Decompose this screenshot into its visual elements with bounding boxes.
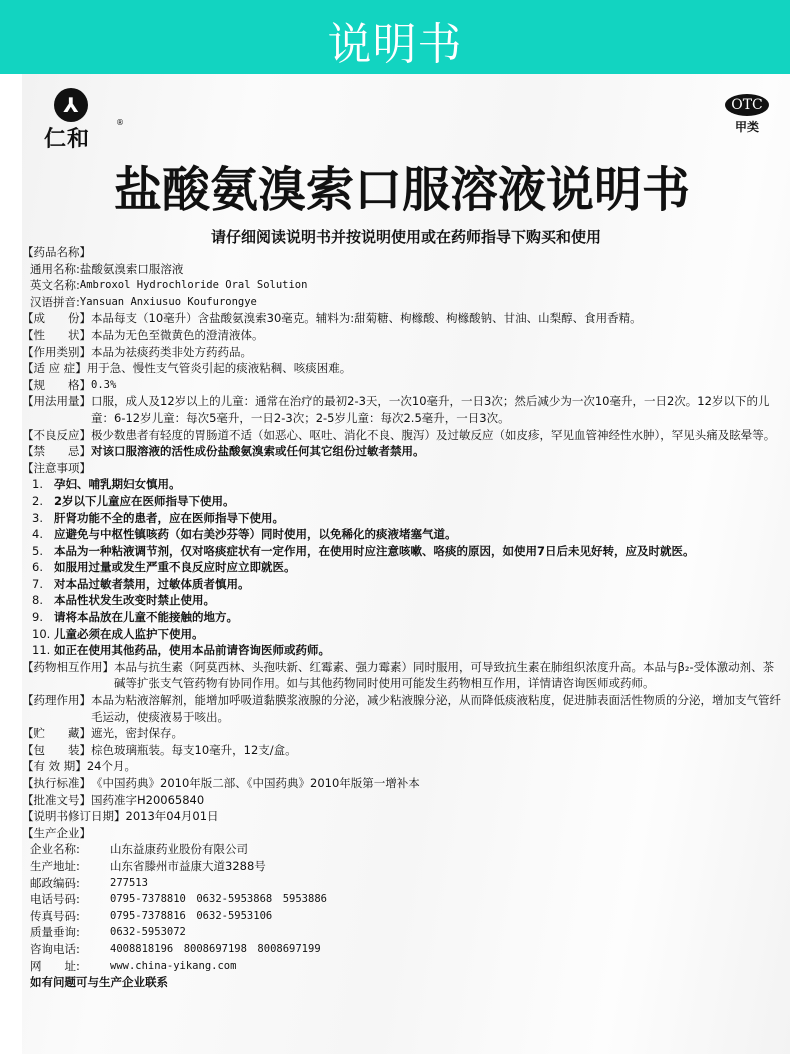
section-drug-name: [22, 244, 782, 261]
precaution-item: [22, 592, 782, 609]
instruction-leaflet: [22, 74, 790, 1054]
section-label: 【用法用量】: [22, 394, 91, 409]
section-label: 【性 状】: [22, 327, 91, 342]
section-package: [22, 742, 782, 759]
generic-name-row: [22, 261, 782, 278]
precaution-item: [22, 543, 782, 560]
manufacturer-field: [22, 908, 782, 925]
pinyin-row: [22, 294, 782, 311]
section-value: 遮光，密封保存。: [91, 726, 183, 741]
section-appearance: [22, 327, 782, 344]
precaution-item: [22, 559, 782, 576]
renhe-logo-icon: ⅄: [54, 88, 88, 122]
precaution-item: [22, 476, 782, 493]
item-number: 4.: [32, 527, 43, 542]
website-link[interactable]: www.china-yikang.com: [110, 959, 237, 972]
otc-marker: [722, 94, 772, 135]
item-text: 孕妇、哺乳期妇女慎用。: [54, 477, 181, 492]
section-standard: [22, 775, 782, 792]
section-label: 【作用类别】: [22, 344, 91, 359]
manufacturer-field: [22, 958, 782, 975]
field-label: 邮政编码:: [30, 875, 80, 890]
item-text: 儿童必须在成人监护下使用。: [54, 626, 204, 641]
quality-inquiry: 0632-5953072: [110, 926, 186, 939]
item-number: 11.: [32, 643, 51, 658]
precaution-item: [22, 493, 782, 510]
precaution-item: [22, 526, 782, 543]
field-label: 英文名称:: [30, 278, 80, 293]
precaution-item: [22, 609, 782, 626]
item-number: 6.: [32, 560, 43, 575]
brand-name: 仁和: [44, 126, 91, 152]
section-label: 【包 装】: [22, 742, 91, 757]
section-dosage: [22, 393, 782, 426]
item-text: 本品性状发生改变时禁止使用。: [54, 593, 215, 608]
phone-numbers: 0795-7378810 0632-5953868 5953886: [110, 893, 327, 906]
section-validity: [22, 758, 782, 775]
section-label: 【药物相互作用】: [22, 659, 114, 674]
section-value: 0.3%: [91, 378, 117, 391]
section-label: 【生产企业】: [22, 825, 91, 840]
section-label: 【禁 忌】: [22, 444, 91, 459]
precaution-item: [22, 642, 782, 659]
section-value: 用于急、慢性支气管炎引起的痰液粘稠、咳痰困难。: [86, 361, 352, 376]
precaution-item: [22, 576, 782, 593]
postal-code: 277513: [110, 876, 148, 889]
header-banner: [0, 0, 790, 74]
english-name-row: [22, 277, 782, 294]
section-precautions: [22, 460, 782, 477]
item-number: 1.: [32, 477, 43, 492]
section-ingredients: [22, 310, 782, 327]
item-text: 应避免与中枢性镇咳药（如右美沙芬等）同时使用，以免稀化的痰液堵塞气道。: [54, 527, 457, 542]
manufacturer-field: [22, 891, 782, 908]
section-manufacturer: [22, 825, 782, 842]
section-label: 【适 应 症】: [22, 361, 87, 376]
item-number: 8.: [32, 593, 43, 608]
precaution-item: [22, 626, 782, 643]
item-text: 如服用过量或发生严重不良反应时应立即就医。: [54, 560, 296, 575]
item-number: 3.: [32, 510, 43, 525]
section-label: 【药理作用】: [22, 693, 91, 708]
company-address: 山东省滕州市益康大道3288号: [110, 858, 266, 873]
manufacturer-footer: 如有问题可与生产企业联系: [30, 975, 168, 990]
section-interactions: [22, 659, 782, 692]
section-pharmacology: [22, 692, 782, 725]
item-text: 如正在使用其他药品，使用本品前请咨询医师或药师。: [54, 643, 330, 658]
manufacturer-field: [22, 941, 782, 958]
section-value: 棕色玻璃瓶装。每支10毫升，12支/盒。: [91, 742, 297, 757]
item-number: 2.: [32, 493, 43, 508]
field-label: 通用名称:: [30, 261, 80, 276]
field-label: 汉语拼音:: [30, 294, 80, 309]
item-text: 本品为一种粘液调节剂，仅对咯痰症状有一定作用，在使用时应注意咳嗽、咯痰的原因，如使用7日后未见好转，应及时就医。: [54, 543, 695, 558]
approval-number: 国药准字H20065840: [91, 792, 205, 807]
section-label: 【说明书修订日期】: [22, 809, 126, 824]
section-contraindications: [22, 443, 782, 460]
section-storage: [22, 725, 782, 742]
pinyin-name: Yansuan Anxiusuo Koufurongye: [79, 295, 257, 308]
section-value: 《中国药典》2010年版二部、《中国药典》2010年版第一增补本: [91, 776, 420, 790]
registered-mark: ®: [116, 118, 124, 127]
section-label: 【执行标准】: [22, 776, 91, 790]
section-value: 本品与抗生素（阿莫西林、头孢呋新、红霉素、强力霉素）同时服用，可导致抗生素在肺组织浓度升高。本品与β₂-受体激动剂、茶碱等扩张支气管药物有协同作用。如与其他药物同时使用可能发生药物相互作用，详情请咨询医师或药师。: [114, 659, 775, 691]
field-label: 电话号码:: [30, 892, 80, 907]
section-value: 极少数患者有轻度的胃肠道不适（如恶心、呕吐、消化不良、腹泻）及过敏反应（如皮疹，罕见血管神经性水肿），罕见头痛及眩晕等。: [91, 427, 776, 442]
section-label: 【注意事项】: [22, 460, 91, 475]
section-label: 【贮 藏】: [22, 726, 91, 741]
item-number: 5.: [32, 543, 43, 558]
manufacturer-field: [22, 924, 782, 941]
field-label: 生产地址:: [30, 858, 80, 873]
section-value: 本品每支（10毫升）含盐酸氨溴索30毫克。辅料为:甜菊糖、枸橼酸、枸橼酸钠、甘油、山梨醇、食用香精。: [91, 311, 642, 326]
banner-title: 说明书: [327, 19, 463, 70]
item-text: 2岁以下儿童应在医师指导下使用。: [54, 493, 235, 508]
field-label: 传真号码:: [30, 908, 80, 923]
consult-phone: 4008818196 8008697198 8008697199: [110, 942, 321, 955]
manufacturer-field: [22, 841, 782, 858]
otc-badge: OTC: [725, 94, 769, 116]
section-value: 对该口服溶液的活性成份盐酸氨溴索或任何其它组份过敏者禁用。: [91, 444, 425, 459]
section-label: 【批准文号】: [22, 792, 91, 807]
item-text: 请将本品放在儿童不能接触的地方。: [54, 610, 238, 625]
item-text: 肝肾功能不全的患者，应在医师指导下使用。: [54, 510, 284, 525]
section-value: 24个月。: [86, 759, 136, 774]
precaution-item: [22, 510, 782, 527]
generic-name: 盐酸氨溴索口服溶液: [79, 261, 184, 276]
section-label: 【药品名称】: [22, 245, 91, 259]
section-approval: [22, 792, 782, 809]
section-value: 本品为祛痰药类非处方药药品。: [91, 344, 252, 359]
section-value: 本品为无色至微黄色的澄清液体。: [91, 327, 264, 342]
item-text: 对本品过敏者禁用，过敏体质者慎用。: [54, 576, 250, 591]
field-label: 网 址:: [30, 958, 80, 973]
section-specification: [22, 377, 782, 394]
english-name: Ambroxol Hydrochloride Oral Solution: [79, 279, 308, 292]
section-label: 【不良反应】: [22, 427, 91, 442]
otc-class: 甲类: [734, 120, 759, 134]
section-revision-date: [22, 808, 782, 825]
manufacturer-field: [22, 875, 782, 892]
section-adverse-reactions: [22, 427, 782, 444]
section-indications: [22, 360, 782, 377]
section-label: 【成 份】: [22, 311, 91, 326]
brand-logo: [44, 88, 124, 158]
field-label: 咨询电话:: [30, 941, 80, 956]
field-label: 企业名称:: [30, 842, 80, 857]
section-category: [22, 344, 782, 361]
section-value: 本品为粘液溶解剂，能增加呼吸道黏膜浆液腺的分泌，减少粘液腺分泌，从而降低痰液粘度，促进肺表面活性物质的分泌，增加支气管纤毛运动，使痰液易于咳出。: [91, 693, 781, 724]
document-title: 盐酸氨溴索口服溶液说明书: [113, 162, 690, 218]
section-value: 口服，成人及12岁以上的儿童：通常在治疗的最初2-3天，一次10毫升，一日3次；然后减少为一次10毫升，一日2次。12岁以下的儿童：6-12岁儿童：每次5毫升，一日2-3次；2-5岁儿童：每次2.5毫升，一日3次。: [91, 394, 770, 425]
section-label: 【有 效 期】: [22, 759, 87, 774]
manufacturer-field: [22, 858, 782, 875]
leaflet-content: [22, 244, 782, 991]
item-number: 9.: [32, 610, 43, 625]
item-number: 10.: [32, 626, 51, 641]
company-name: 山东益康药业股份有限公司: [110, 842, 248, 857]
field-label: 质量垂询:: [30, 925, 80, 940]
document-subtitle: 请仔细阅读说明书并按说明使用或在药师指导下购买和使用: [210, 228, 601, 246]
item-number: 7.: [32, 576, 43, 591]
revision-date: 2013年04月01日: [125, 809, 219, 824]
section-label: 【规 格】: [22, 377, 91, 392]
fax-numbers: 0795-7378816 0632-5953106: [110, 909, 273, 922]
